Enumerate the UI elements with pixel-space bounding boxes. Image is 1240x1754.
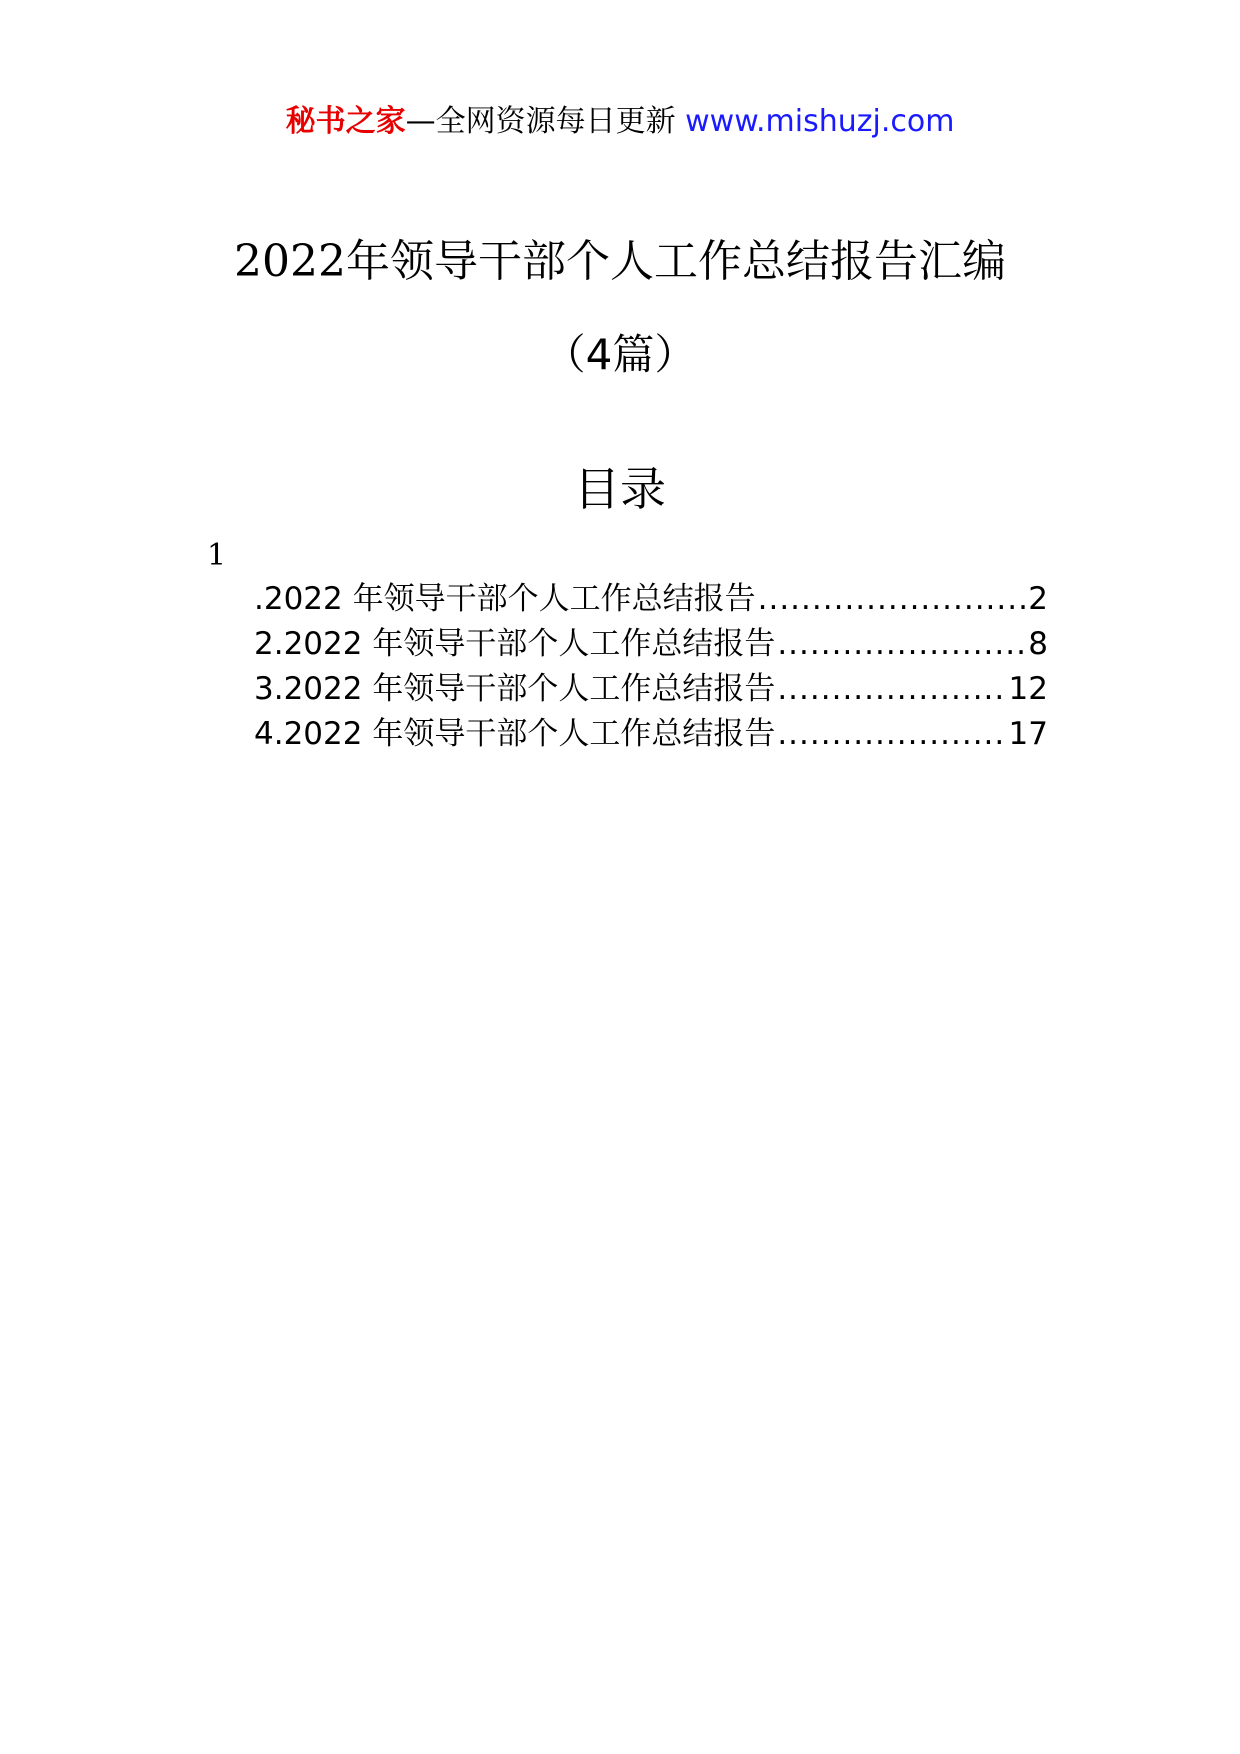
site-url-link[interactable]: www.mishuzj.com <box>685 104 955 139</box>
toc-heading: 目录 <box>574 462 666 516</box>
title-text: 年领导干部个人工作总结报告汇编 <box>345 236 1006 287</box>
title-year: 2022 <box>234 236 346 287</box>
header-slogan: —全网资源每日更新 <box>405 104 676 139</box>
toc-entry[interactable] <box>254 577 1048 622</box>
document-title <box>0 232 1240 292</box>
toc-dot-leader <box>777 712 1006 757</box>
toc-page-number: 17 <box>1008 716 1048 752</box>
toc-entry[interactable] <box>254 667 1048 712</box>
toc-entry-text: 3.2022 年领导干部个人工作总结报告 <box>254 671 776 707</box>
toc-page-number: 12 <box>1008 671 1048 707</box>
toc-entry-text: 2.2022 年领导干部个人工作总结报告 <box>254 626 776 662</box>
toc-page-number: 2 <box>1028 581 1048 617</box>
document-subtitle: （4篇） <box>543 330 697 379</box>
toc-entry[interactable] <box>254 622 1048 667</box>
toc-list <box>254 577 1048 757</box>
toc-entry-text: .2022 年领导干部个人工作总结报告 <box>254 581 756 617</box>
toc-entry[interactable] <box>254 712 1048 757</box>
toc-dot-leader <box>777 667 1006 712</box>
toc-dot-leader <box>758 577 1027 622</box>
toc-dot-leader <box>777 622 1026 667</box>
toc-entry-text: 4.2022 年领导干部个人工作总结报告 <box>254 716 776 752</box>
brand-name: 秘书之家 <box>285 104 406 139</box>
toc-page-number: 8 <box>1028 626 1048 662</box>
toc-number-marker: 1 <box>207 538 227 573</box>
site-header <box>0 100 1240 144</box>
